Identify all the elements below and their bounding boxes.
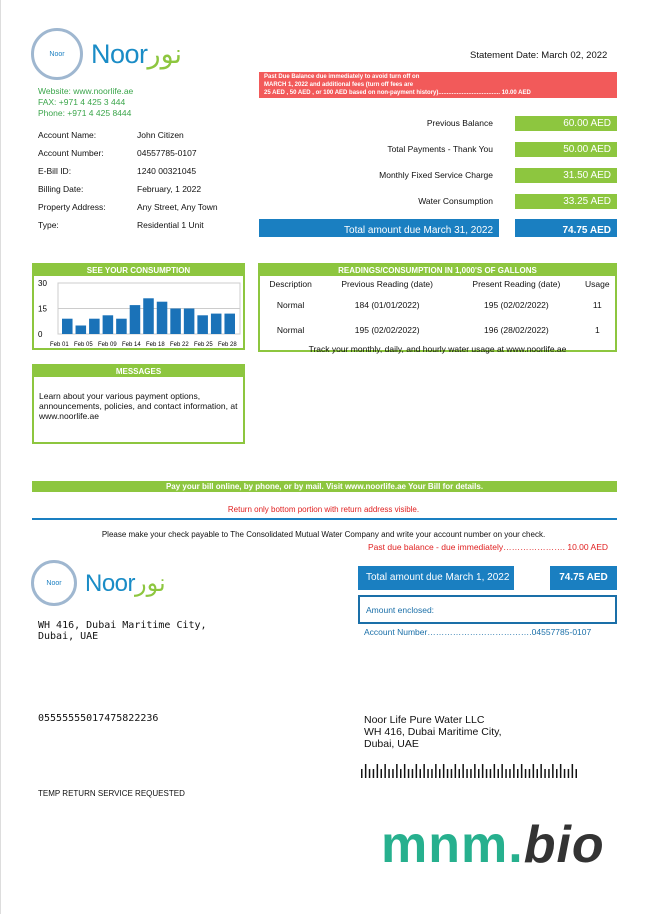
barcode-bar xyxy=(455,764,457,778)
stub-total-label: Total amount due March 1, 2022 xyxy=(358,566,514,590)
barcode-bar xyxy=(537,769,539,778)
amount-enclosed-field[interactable]: Amount enclosed: xyxy=(358,595,617,624)
account-value: 04557785-0107 xyxy=(137,148,197,158)
barcode-bar xyxy=(404,764,406,778)
alert-line: Past Due Balance due immediately to avoid turn off on xyxy=(264,74,420,80)
barcode-bar xyxy=(513,764,515,778)
barcode-bar xyxy=(470,769,472,778)
barcode-bar xyxy=(451,769,453,778)
barcode-bar xyxy=(552,764,554,778)
table-row xyxy=(260,318,615,342)
contact-info xyxy=(38,86,133,119)
barcode-bar xyxy=(521,764,523,778)
barcode-bar xyxy=(564,769,566,778)
seal-icon: Noor xyxy=(31,560,77,606)
bar xyxy=(130,305,141,334)
brand-arabic: نور xyxy=(147,38,183,69)
table-row xyxy=(260,292,615,318)
bar xyxy=(197,315,208,334)
barcode-bar xyxy=(548,769,550,778)
barcode-bar xyxy=(443,764,445,778)
barcode-bar xyxy=(381,769,383,778)
barcode-bar xyxy=(373,769,375,778)
readings-table xyxy=(260,276,615,342)
check-note: Please make your check payable to The Consolidated Mutual Water Company and write your account number on your check. xyxy=(101,530,546,539)
account-label: Type: xyxy=(38,220,59,230)
barcode-bar xyxy=(384,764,386,778)
barcode-bar xyxy=(505,769,507,778)
readings-footer: Track your monthly, daily, and hourly water usage at www.noorlife.ae xyxy=(308,344,567,354)
account-value: Any Street, Any Town xyxy=(137,202,218,212)
barcode-bar xyxy=(377,764,379,778)
barcode-bar xyxy=(420,769,422,778)
brand-name: Noor xyxy=(91,38,148,69)
barcode-bar xyxy=(517,769,519,778)
account-label: E-Bill ID: xyxy=(38,166,72,176)
barcode-bar xyxy=(388,769,390,778)
barcode-bar xyxy=(525,769,527,778)
readings-panel xyxy=(258,263,617,352)
bar xyxy=(62,319,73,334)
fax: FAX: +971 4 425 3 444 xyxy=(38,97,126,107)
barcode-bar xyxy=(482,764,484,778)
charge-value: 33.25 AED xyxy=(515,194,617,209)
bar xyxy=(116,319,127,334)
barcode-bar xyxy=(540,764,542,778)
temp-return: TEMP RETURN SERVICE REQUESTED xyxy=(38,789,185,798)
charge-label: Water Consumption xyxy=(418,196,493,206)
barcode-bar xyxy=(560,764,562,778)
bar xyxy=(184,309,195,335)
address-line: Dubai, UAE xyxy=(38,631,99,642)
bar xyxy=(170,309,181,335)
barcode-bar xyxy=(556,769,558,778)
barcode-bar xyxy=(498,769,500,778)
watermark-b: bio xyxy=(523,816,605,874)
barcode-bar xyxy=(494,764,496,778)
tear-line xyxy=(32,518,617,520)
watermark-a: mnm. xyxy=(381,816,524,874)
sender-address xyxy=(38,620,207,642)
y-tick-label: 15 xyxy=(38,304,47,314)
alert-line: 25 AED , 50 AED , or 100 AED based on non-payment history)..................................... 10.00 AED xyxy=(264,90,531,96)
messages-panel xyxy=(32,364,245,444)
cell: 195 (02/02/2022) xyxy=(483,300,549,310)
barcode-bar xyxy=(447,769,449,778)
account-value: February, 1 2022 xyxy=(137,184,202,194)
past-due-alert xyxy=(259,72,617,98)
recipient-address xyxy=(364,714,502,750)
cell: Normal xyxy=(276,325,305,335)
barcode-bar xyxy=(408,769,410,778)
barcode-bar xyxy=(416,764,418,778)
barcode-bar xyxy=(576,769,578,778)
return-note: Return only bottom portion with return address visible. xyxy=(227,505,420,514)
bar xyxy=(89,319,100,334)
brand-arabic: نور xyxy=(135,569,166,597)
messages-title: MESSAGES xyxy=(34,366,243,377)
consumption-title: SEE YOUR CONSUMPTION xyxy=(34,265,243,276)
cell: Normal xyxy=(276,300,305,310)
total-due-value: 74.75 AED xyxy=(515,219,617,237)
barcode-bar xyxy=(486,769,488,778)
website-link[interactable]: Website: www.noorlife.ae xyxy=(38,86,134,96)
charge-value: 50.00 AED xyxy=(515,142,617,157)
bar xyxy=(211,314,222,334)
barcode-bar xyxy=(396,764,398,778)
consumption-chart xyxy=(34,276,243,348)
col-header: Description xyxy=(269,279,312,289)
bar xyxy=(157,302,168,334)
barcode-bar xyxy=(369,769,371,778)
stub-total-value: 74.75 AED xyxy=(550,566,617,590)
col-header: Present Reading (date) xyxy=(472,279,561,289)
x-tick-label: Feb 14 xyxy=(122,342,141,348)
cell: 1 xyxy=(594,325,600,335)
cell: 11 xyxy=(592,300,602,310)
barcode-bar xyxy=(400,769,402,778)
barcode-bar xyxy=(544,769,546,778)
logo-stub xyxy=(31,560,166,606)
readings-title: READINGS/CONSUMPTION IN 1,000'S OF GALLONS xyxy=(260,265,615,276)
y-tick-label: 30 xyxy=(38,279,47,288)
barcode-bar xyxy=(459,769,461,778)
seal-icon: Noor xyxy=(31,28,83,80)
past-due-line: Past due balance - due immediately…………………. 10.00 AED xyxy=(368,542,608,552)
stub-account-number: Account Number……………………………….04557785-0107 xyxy=(364,627,592,637)
scan-line: 05555555017475822236 xyxy=(38,713,159,724)
account-label: Billing Date: xyxy=(38,184,84,194)
y-tick-label: 0 xyxy=(38,330,43,339)
statement-date: Statement Date: March 02, 2022 xyxy=(470,50,608,61)
x-tick-label: Feb 22 xyxy=(170,342,189,348)
charge-label: Monthly Fixed Service Charge xyxy=(379,170,493,180)
barcode-bar xyxy=(466,769,468,778)
address-line: WH 416, Dubai Maritime City, xyxy=(38,620,207,631)
x-tick-label: Feb 18 xyxy=(146,342,165,348)
barcode-bar xyxy=(365,764,367,778)
cell: 184 (01/01/2022) xyxy=(354,300,420,310)
x-tick-label: Feb 25 xyxy=(194,342,213,348)
charge-value: 31.50 AED xyxy=(515,168,617,183)
charge-value: 60.00 AED xyxy=(515,116,617,131)
total-due-label: Total amount due March 31, 2022 xyxy=(259,219,499,237)
address-line: WH 416, Dubai Maritime City, xyxy=(364,726,502,738)
charge-label: Total Payments - Thank You xyxy=(387,144,493,154)
account-label: Account Name: xyxy=(38,130,97,140)
brand-name: Noor xyxy=(85,569,136,597)
barcode-bar xyxy=(533,764,535,778)
phone: Phone: +971 4 425 8444 xyxy=(38,108,132,118)
account-value: 1240 00321045 xyxy=(137,166,197,176)
consumption-panel xyxy=(32,263,245,350)
col-header: Usage xyxy=(585,279,610,289)
account-label: Account Number: xyxy=(38,148,104,158)
barcode-bar xyxy=(392,769,394,778)
barcode-bar xyxy=(568,769,570,778)
address-line: Noor Life Pure Water LLC xyxy=(364,714,485,726)
bar xyxy=(143,298,154,334)
bar xyxy=(103,315,114,334)
barcode-bar xyxy=(412,769,414,778)
barcode-bar xyxy=(478,769,480,778)
barcode-bar xyxy=(529,769,531,778)
barcode-bar xyxy=(427,769,429,778)
col-header: Previous Reading (date) xyxy=(341,279,433,289)
barcode-bar xyxy=(431,769,433,778)
postal-barcode xyxy=(361,764,581,778)
barcode-bar xyxy=(490,769,492,778)
messages-body: Learn about your various payment options, announcements, policies, and contact information, at www.noorlife.ae xyxy=(39,391,238,421)
alert-line: MARCH 1, 2022 and additional fees (turn off fees are xyxy=(264,82,414,88)
account-label: Property Address: xyxy=(38,202,106,212)
barcode-bar xyxy=(474,764,476,778)
barcode-bar xyxy=(462,764,464,778)
address-line: Dubai, UAE xyxy=(364,738,419,750)
bar xyxy=(76,326,87,335)
pay-banner: Pay your bill online, by phone, or by mail. Visit www.noorlife.ae Your Bill for details. xyxy=(32,481,617,492)
x-tick-label: Feb 01 xyxy=(50,342,69,348)
cell: 196 (28/02/2022) xyxy=(483,325,549,335)
account-value: Residential 1 Unit xyxy=(137,220,204,230)
x-tick-label: Feb 28 xyxy=(218,342,237,348)
barcode-bar xyxy=(435,764,437,778)
watermark xyxy=(381,815,605,875)
x-tick-label: Feb 09 xyxy=(98,342,117,348)
bar xyxy=(224,314,235,334)
charge-label: Previous Balance xyxy=(426,118,493,128)
barcode-bar xyxy=(501,764,503,778)
barcode-bar xyxy=(572,764,574,778)
barcode-bar xyxy=(509,769,511,778)
barcode-bar xyxy=(423,764,425,778)
logo xyxy=(31,28,182,80)
barcode-bar xyxy=(439,769,441,778)
cell: 195 (02/02/2022) xyxy=(354,325,420,335)
account-value: John Citizen xyxy=(137,130,184,140)
x-tick-label: Feb 05 xyxy=(74,342,93,348)
barcode-bar xyxy=(361,769,363,778)
